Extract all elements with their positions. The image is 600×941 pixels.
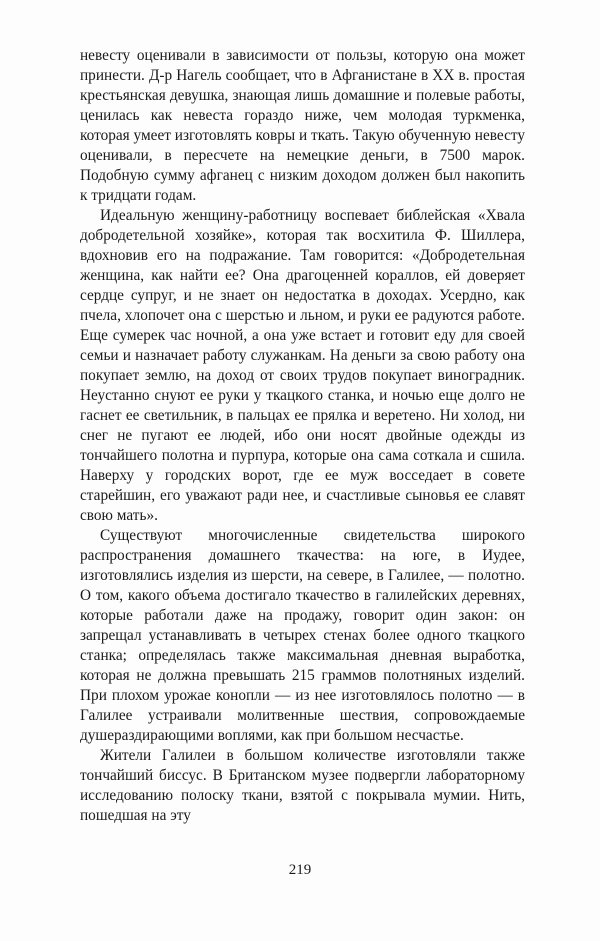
body-text: [80, 46, 525, 826]
paragraph-byssus: Жители Галилеи в большом количестве изготовляли также тончайший биссус. В Британском музее подвергли лабораторному исследованию полоску ткани, взятой с покрывала мумии. Нить, пошедшая на эту: [80, 747, 525, 824]
paragraph-bride-value: невесту оценивали в зависимости от пользы, которую она может принести. Д-р Нагель сообщает, что в Афганистане в XX в. простая крестьянская девушка, знающая лишь домашние и полевые работы, ценилась как невеста гораздо ниже, чем молодая туркменка, которая умеет изготовлять ковры и ткать. Такую обученную невесту оценивали, в пересчете на немецкие деньги, в 7500 марок. Подобную сумму афганец с низким доходом должен был накопить к тридцати годам.: [80, 47, 525, 204]
page-number: 219: [288, 862, 312, 878]
paragraph-virtuous-woman: Идеальную женщину-работницу воспевает библейская «Хвала добродетельной хозяйке», которая так восхитила Ф. Шиллера, вдохновив его на подражание. Там говорится: «Добродетельная женщина, как найти ее? Она драгоценней кораллов, ей доверяет сердце супруг, и не знает он недостатка в доходах. Усердно, как пчела, хлопочет она с шерстью и льном, и руки ее радуются работе. Еще сумерек час ночной, а она уже встает и готовит еду для своей семьи и назначает работу служанкам. На деньги за свою работу она покупает землю, на доход от своих трудов покупает виноградник. Неустанно снуют ее руки у ткацкого станка, и ночью еще долго не гаснет ее светильник, в пальцах ее прялка и веретено. Ни холод, ни снег не пугают ее людей, ибо они носят двойные одежды из тончайшего полотна и пурпура, которые она сама соткала и сшила. Наверху у городских ворот, где ее муж восседает в совете старейшин, его уважают ради нее, и счастливые сыновья ее славят свою мать».: [80, 207, 525, 524]
paragraph-home-weaving: Существуют многочисленные свидетельства широкого распространения домашнего ткачества: на юге, в Иудее, изготовлялись изделия из шерсти, на севере, в Галилее, — полотно. О том, какого объема достигало ткачество в галилейских деревнях, которые работали даже на продажу, говорит один закон: он запрещал устанавливать в четырех стенах более одного ткацкого станка; определялась также максимальная дневная выработка, которая не должна превышать 215 граммов полотняных изделий. При плохом урожае конопли — из нее изготовлялось полотно — в Галилее устраивали молитвенные шествия, сопровождаемые душераздирающими воплями, как при большом несчастье.: [80, 527, 525, 744]
